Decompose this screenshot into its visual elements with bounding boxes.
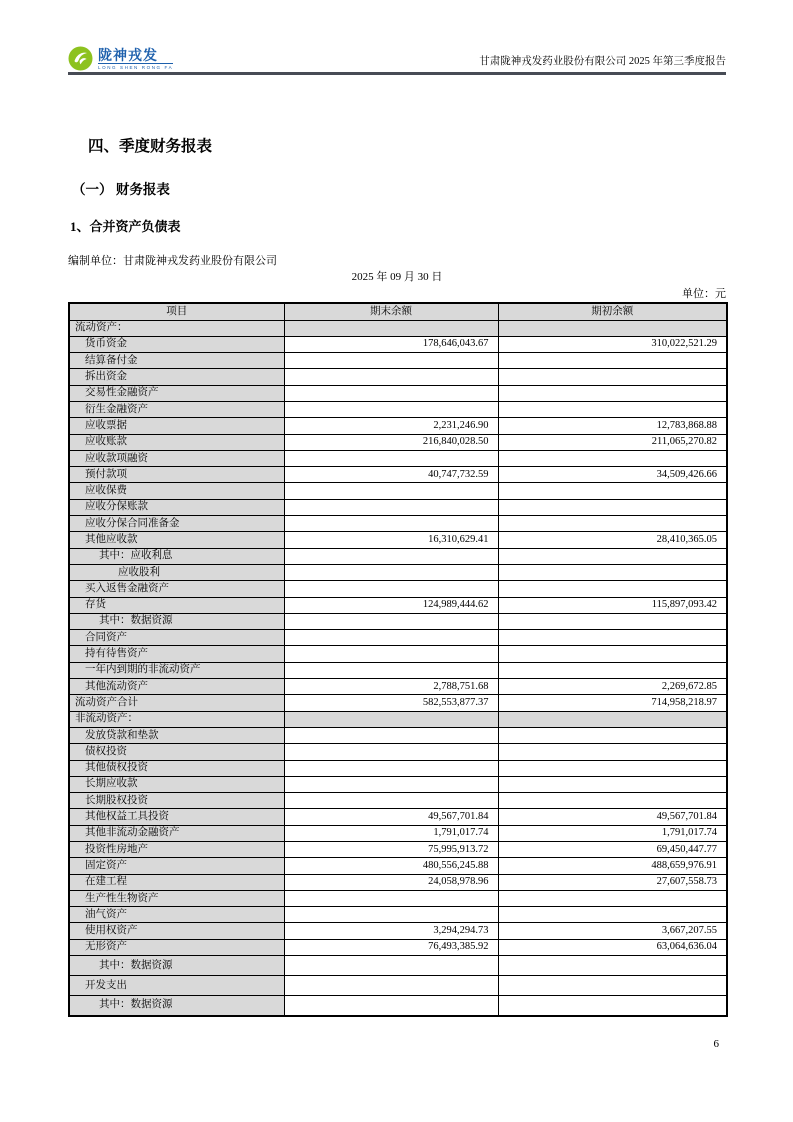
row-label: 在建工程 (69, 874, 284, 890)
row-ending-balance: 40,747,732.59 (284, 467, 498, 483)
row-label: 应收款项融资 (69, 450, 284, 466)
row-ending-balance (284, 996, 498, 1016)
row-label: 结算备付金 (69, 353, 284, 369)
table-row (69, 564, 727, 580)
row-beginning-balance: 12,783,868.88 (498, 418, 727, 434)
table-row (69, 646, 727, 662)
table-row (69, 401, 727, 417)
row-ending-balance (284, 353, 498, 369)
table-row (69, 996, 727, 1016)
row-beginning-balance (498, 711, 727, 727)
table-row (69, 320, 727, 336)
row-label: 其中：应收利息 (69, 548, 284, 564)
table-row (69, 711, 727, 727)
row-beginning-balance: 63,064,636.04 (498, 939, 727, 955)
table-row (69, 976, 727, 996)
row-label: 使用权资产 (69, 923, 284, 939)
row-beginning-balance: 27,607,558.73 (498, 874, 727, 890)
row-beginning-balance (498, 976, 727, 996)
table-row (69, 532, 727, 548)
row-label: 衍生金融资产 (69, 401, 284, 417)
table-row (69, 369, 727, 385)
row-beginning-balance (498, 630, 727, 646)
row-beginning-balance (498, 483, 727, 499)
row-label: 持有待售资产 (69, 646, 284, 662)
row-label: 其中：数据资源 (69, 996, 284, 1016)
row-ending-balance (284, 548, 498, 564)
row-beginning-balance: 28,410,365.05 (498, 532, 727, 548)
row-ending-balance (284, 956, 498, 976)
row-beginning-balance (498, 646, 727, 662)
row-ending-balance (284, 760, 498, 776)
column-header-beginning-balance: 期初余额 (498, 303, 727, 320)
row-beginning-balance (498, 385, 727, 401)
row-ending-balance: 16,310,629.41 (284, 532, 498, 548)
row-beginning-balance: 211,065,270.82 (498, 434, 727, 450)
table-row (69, 679, 727, 695)
row-beginning-balance (498, 907, 727, 923)
row-ending-balance (284, 613, 498, 629)
table-row (69, 825, 727, 841)
row-label: 其他应收款 (69, 532, 284, 548)
row-beginning-balance: 115,897,093.42 (498, 597, 727, 613)
row-beginning-balance: 49,567,701.84 (498, 809, 727, 825)
row-ending-balance: 49,567,701.84 (284, 809, 498, 825)
row-ending-balance (284, 450, 498, 466)
row-ending-balance (284, 320, 498, 336)
row-label: 一年内到期的非流动资产 (69, 662, 284, 678)
table-row (69, 613, 727, 629)
row-beginning-balance (498, 581, 727, 597)
balance-sheet-table (68, 302, 726, 1017)
row-ending-balance: 216,840,028.50 (284, 434, 498, 450)
column-header-item: 项目 (69, 303, 284, 320)
row-label: 应收股利 (69, 564, 284, 580)
row-ending-balance: 75,995,913.72 (284, 842, 498, 858)
section-heading-quarterly-statements: 四、季度财务报表 (88, 138, 213, 155)
report-header-title: 甘肃陇神戎发药业股份有限公司 2025 年第三季度报告 (479, 56, 726, 67)
table-row (69, 907, 727, 923)
row-ending-balance (284, 662, 498, 678)
table-row (69, 809, 727, 825)
row-ending-balance (284, 564, 498, 580)
table-row (69, 842, 727, 858)
row-label: 其他非流动金融资产 (69, 825, 284, 841)
row-ending-balance (284, 385, 498, 401)
table-row (69, 662, 727, 678)
row-beginning-balance (498, 613, 727, 629)
row-ending-balance (284, 499, 498, 515)
row-ending-balance (284, 516, 498, 532)
row-beginning-balance (498, 793, 727, 809)
table-row (69, 450, 727, 466)
row-ending-balance (284, 401, 498, 417)
page-number: 6 (713, 1038, 719, 1050)
row-beginning-balance (498, 516, 727, 532)
subsection-heading-financial-statements: （一） 财务报表 (72, 182, 170, 197)
row-label: 应收账款 (69, 434, 284, 450)
row-beginning-balance: 2,269,672.85 (498, 679, 727, 695)
row-label: 非流动资产： (69, 711, 284, 727)
row-ending-balance: 178,646,043.67 (284, 336, 498, 352)
table-row (69, 483, 727, 499)
table-row (69, 418, 727, 434)
row-beginning-balance (498, 890, 727, 906)
table-row (69, 776, 727, 792)
row-label: 固定资产 (69, 858, 284, 874)
row-label: 债权投资 (69, 744, 284, 760)
row-beginning-balance (498, 727, 727, 743)
row-label: 其中：数据资源 (69, 613, 284, 629)
table-row (69, 695, 727, 711)
row-beginning-balance (498, 353, 727, 369)
row-ending-balance (284, 776, 498, 792)
row-ending-balance (284, 907, 498, 923)
row-label: 投资性房地产 (69, 842, 284, 858)
table-row (69, 385, 727, 401)
row-ending-balance (284, 630, 498, 646)
table-row (69, 793, 727, 809)
longshen-logo-icon (68, 46, 93, 71)
balance-sheet-date: 2025 年 09 月 30 日 (351, 271, 443, 283)
row-ending-balance (284, 793, 498, 809)
table-row (69, 760, 727, 776)
row-ending-balance (284, 581, 498, 597)
row-ending-balance (284, 744, 498, 760)
table-row (69, 581, 727, 597)
row-beginning-balance: 488,659,976.91 (498, 858, 727, 874)
row-ending-balance: 24,058,978.96 (284, 874, 498, 890)
table-row (69, 630, 727, 646)
table-row (69, 858, 727, 874)
row-ending-balance (284, 890, 498, 906)
row-beginning-balance: 69,450,447.77 (498, 842, 727, 858)
row-label: 应收分保账款 (69, 499, 284, 515)
page-header (68, 45, 726, 73)
row-label: 预付款项 (69, 467, 284, 483)
row-beginning-balance: 1,791,017.74 (498, 825, 727, 841)
row-beginning-balance (498, 401, 727, 417)
row-beginning-balance (498, 662, 727, 678)
table-row (69, 923, 727, 939)
row-beginning-balance (498, 564, 727, 580)
table-row (69, 890, 727, 906)
row-label: 应收分保合同准备金 (69, 516, 284, 532)
row-label: 合同资产 (69, 630, 284, 646)
row-beginning-balance (498, 956, 727, 976)
row-ending-balance: 124,989,444.62 (284, 597, 498, 613)
row-beginning-balance: 714,958,218.97 (498, 695, 727, 711)
table-row (69, 727, 727, 743)
row-ending-balance (284, 976, 498, 996)
row-label: 应收票据 (69, 418, 284, 434)
row-ending-balance: 1,791,017.74 (284, 825, 498, 841)
row-beginning-balance (498, 499, 727, 515)
row-beginning-balance (498, 369, 727, 385)
row-beginning-balance (498, 548, 727, 564)
row-beginning-balance: 310,022,521.29 (498, 336, 727, 352)
row-ending-balance: 582,553,877.37 (284, 695, 498, 711)
row-beginning-balance (498, 450, 727, 466)
table-row (69, 499, 727, 515)
row-label: 油气资产 (69, 907, 284, 923)
row-ending-balance: 3,294,294.73 (284, 923, 498, 939)
row-ending-balance: 2,231,246.90 (284, 418, 498, 434)
row-label: 无形资产 (69, 939, 284, 955)
row-label: 货币资金 (69, 336, 284, 352)
row-beginning-balance (498, 760, 727, 776)
brand-name-cn: 陇神戎发 (98, 47, 158, 63)
table-row (69, 548, 727, 564)
row-label: 其他权益工具投资 (69, 809, 284, 825)
row-beginning-balance: 34,509,426.66 (498, 467, 727, 483)
row-ending-balance (284, 711, 498, 727)
table-row (69, 467, 727, 483)
statement-title-consolidated-balance-sheet: 1、合并资产负债表 (70, 219, 181, 234)
row-beginning-balance (498, 996, 727, 1016)
row-beginning-balance: 3,667,207.55 (498, 923, 727, 939)
company-logo (68, 46, 173, 71)
row-label: 流动资产合计 (69, 695, 284, 711)
row-label: 长期应收款 (69, 776, 284, 792)
table-row (69, 939, 727, 955)
header-divider (68, 72, 726, 75)
row-label: 生产性生物资产 (69, 890, 284, 906)
row-ending-balance: 76,493,385.92 (284, 939, 498, 955)
row-label: 流动资产： (69, 320, 284, 336)
row-ending-balance (284, 369, 498, 385)
row-label: 发放贷款和垫款 (69, 727, 284, 743)
prepared-by-line: 编制单位：甘肃陇神戎发药业股份有限公司 (68, 255, 277, 267)
table-row (69, 516, 727, 532)
row-label: 存货 (69, 597, 284, 613)
row-label: 其他流动资产 (69, 679, 284, 695)
balance-sheet-body (69, 320, 727, 1016)
row-beginning-balance (498, 776, 727, 792)
table-row (69, 597, 727, 613)
row-ending-balance: 480,556,245.88 (284, 858, 498, 874)
row-label: 其他债权投资 (69, 760, 284, 776)
brand-text (98, 46, 173, 71)
row-label: 开发支出 (69, 976, 284, 996)
row-beginning-balance (498, 744, 727, 760)
row-ending-balance: 2,788,751.68 (284, 679, 498, 695)
currency-unit-label: 单位：元 (682, 288, 726, 300)
table-row (69, 434, 727, 450)
table-row (69, 744, 727, 760)
table-header-row (69, 303, 727, 320)
row-label: 长期股权投资 (69, 793, 284, 809)
brand-name-en: LONG SHEN RONG FA (98, 65, 174, 70)
column-header-ending-balance: 期末余额 (284, 303, 498, 320)
row-label: 拆出资金 (69, 369, 284, 385)
row-ending-balance (284, 483, 498, 499)
row-ending-balance (284, 646, 498, 662)
row-label: 其中：数据资源 (69, 956, 284, 976)
row-ending-balance (284, 727, 498, 743)
row-label: 买入返售金融资产 (69, 581, 284, 597)
table-row (69, 956, 727, 976)
row-beginning-balance (498, 320, 727, 336)
row-label: 交易性金融资产 (69, 385, 284, 401)
table-row (69, 874, 727, 890)
table-row (69, 353, 727, 369)
table-row (69, 336, 727, 352)
row-label: 应收保费 (69, 483, 284, 499)
